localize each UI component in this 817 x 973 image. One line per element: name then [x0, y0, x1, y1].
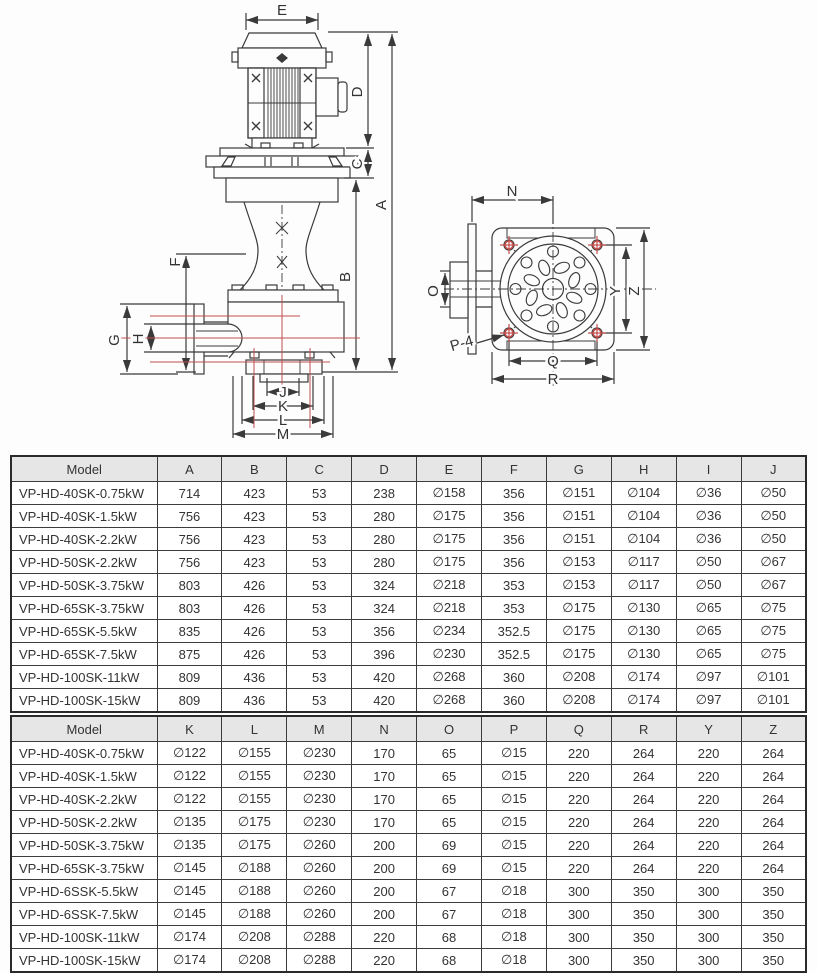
value-cell: 423: [222, 528, 287, 551]
value-cell: ∅97: [676, 689, 741, 713]
value-cell: 53: [287, 528, 352, 551]
value-cell: 65: [417, 811, 482, 834]
value-cell: ∅50: [741, 528, 806, 551]
value-cell: ∅188: [222, 880, 287, 903]
value-cell: 170: [352, 788, 417, 811]
value-cell: ∅75: [741, 643, 806, 666]
table-row: [11, 949, 806, 973]
value-cell: ∅218: [417, 597, 482, 620]
value-cell: ∅151: [546, 505, 611, 528]
table-row: [11, 620, 806, 643]
column-header: Y: [676, 716, 741, 742]
value-cell: 264: [741, 811, 806, 834]
dim-label-l: L: [278, 412, 288, 429]
value-cell: 300: [676, 903, 741, 926]
pump-side-view: [120, 13, 398, 438]
value-cell: 170: [352, 765, 417, 788]
value-cell: ∅65: [676, 620, 741, 643]
value-cell: 53: [287, 620, 352, 643]
value-cell: 65: [417, 788, 482, 811]
value-cell: 350: [741, 903, 806, 926]
dim-label-k: K: [277, 398, 289, 415]
value-cell: 53: [287, 574, 352, 597]
column-header: R: [611, 716, 676, 742]
value-cell: 360: [481, 666, 546, 689]
value-cell: 264: [611, 788, 676, 811]
value-cell: ∅18: [481, 926, 546, 949]
model-cell: VP-HD-100SK-15kW: [11, 689, 157, 713]
value-cell: 436: [222, 666, 287, 689]
value-cell: 200: [352, 880, 417, 903]
model-cell: VP-HD-6SSK-5.5kW: [11, 880, 157, 903]
value-cell: 220: [546, 834, 611, 857]
value-cell: ∅175: [222, 811, 287, 834]
value-cell: ∅135: [157, 811, 222, 834]
value-cell: ∅122: [157, 742, 222, 765]
value-cell: 809: [157, 666, 222, 689]
value-cell: 53: [287, 597, 352, 620]
value-cell: ∅151: [546, 482, 611, 505]
value-cell: 264: [611, 834, 676, 857]
value-cell: ∅260: [287, 880, 352, 903]
value-cell: 264: [741, 857, 806, 880]
value-cell: ∅155: [222, 788, 287, 811]
table-row: [11, 903, 806, 926]
value-cell: 436: [222, 689, 287, 713]
value-cell: ∅174: [611, 666, 676, 689]
value-cell: 220: [676, 834, 741, 857]
dim-label-o: O: [425, 285, 442, 297]
value-cell: 170: [352, 811, 417, 834]
value-cell: 350: [611, 926, 676, 949]
value-cell: 300: [546, 926, 611, 949]
column-header: O: [417, 716, 482, 742]
value-cell: ∅188: [222, 903, 287, 926]
dimension-table-k-z: [10, 715, 807, 973]
value-cell: ∅155: [222, 765, 287, 788]
value-cell: 714: [157, 482, 222, 505]
value-cell: 352.5: [481, 643, 546, 666]
model-cell: VP-HD-40SK-1.5kW: [11, 765, 157, 788]
dim-label-c: C: [349, 158, 366, 170]
value-cell: ∅18: [481, 903, 546, 926]
dim-label-y: Y: [607, 285, 624, 297]
value-cell: ∅174: [611, 689, 676, 713]
value-cell: ∅260: [287, 857, 352, 880]
value-cell: 835: [157, 620, 222, 643]
value-cell: 264: [741, 834, 806, 857]
value-cell: 280: [352, 505, 417, 528]
value-cell: ∅18: [481, 949, 546, 973]
model-cell: VP-HD-50SK-2.2kW: [11, 551, 157, 574]
value-cell: ∅50: [741, 505, 806, 528]
value-cell: 353: [481, 597, 546, 620]
value-cell: ∅18: [481, 880, 546, 903]
value-cell: ∅218: [417, 574, 482, 597]
value-cell: 200: [352, 857, 417, 880]
value-cell: 264: [611, 765, 676, 788]
column-header: Model: [11, 716, 157, 742]
model-cell: VP-HD-50SK-2.2kW: [11, 811, 157, 834]
value-cell: ∅230: [287, 811, 352, 834]
value-cell: ∅15: [481, 765, 546, 788]
dim-label-r: R: [547, 371, 559, 388]
value-cell: ∅268: [417, 689, 482, 713]
value-cell: 170: [352, 742, 417, 765]
table-row: [11, 857, 806, 880]
value-cell: 264: [741, 788, 806, 811]
value-cell: 875: [157, 643, 222, 666]
value-cell: 53: [287, 666, 352, 689]
table-row: [11, 666, 806, 689]
value-cell: 53: [287, 482, 352, 505]
value-cell: 350: [611, 949, 676, 973]
value-cell: ∅208: [546, 689, 611, 713]
value-cell: ∅174: [157, 949, 222, 973]
value-cell: 67: [417, 903, 482, 926]
value-cell: ∅101: [741, 689, 806, 713]
value-cell: 220: [546, 765, 611, 788]
value-cell: ∅75: [741, 597, 806, 620]
value-cell: ∅175: [417, 505, 482, 528]
value-cell: ∅104: [611, 482, 676, 505]
value-cell: 280: [352, 551, 417, 574]
value-cell: 65: [417, 742, 482, 765]
model-cell: VP-HD-100SK-11kW: [11, 926, 157, 949]
value-cell: 238: [352, 482, 417, 505]
header-row: [11, 716, 806, 742]
value-cell: 68: [417, 926, 482, 949]
value-cell: ∅153: [546, 574, 611, 597]
value-cell: ∅122: [157, 765, 222, 788]
value-cell: 300: [676, 926, 741, 949]
value-cell: 220: [546, 811, 611, 834]
table-row: [11, 811, 806, 834]
value-cell: ∅117: [611, 574, 676, 597]
value-cell: 264: [611, 811, 676, 834]
value-cell: 68: [417, 949, 482, 973]
dim-label-m: M: [276, 426, 290, 443]
value-cell: 300: [676, 949, 741, 973]
model-cell: VP-HD-40SK-2.2kW: [11, 528, 157, 551]
value-cell: ∅188: [222, 857, 287, 880]
value-cell: 300: [546, 949, 611, 973]
table-row: [11, 505, 806, 528]
value-cell: ∅175: [417, 528, 482, 551]
value-cell: 426: [222, 643, 287, 666]
value-cell: 220: [676, 742, 741, 765]
column-header: C: [287, 456, 352, 482]
column-header: K: [157, 716, 222, 742]
header-row: [11, 456, 806, 482]
model-cell: VP-HD-6SSK-7.5kW: [11, 903, 157, 926]
column-header: E: [417, 456, 482, 482]
value-cell: 423: [222, 551, 287, 574]
column-header: G: [546, 456, 611, 482]
value-cell: 200: [352, 834, 417, 857]
dim-label-q: Q: [547, 353, 559, 370]
value-cell: 264: [741, 765, 806, 788]
value-cell: ∅175: [546, 597, 611, 620]
column-header: B: [222, 456, 287, 482]
table-row: [11, 551, 806, 574]
value-cell: ∅174: [157, 926, 222, 949]
dim-label-b: B: [337, 271, 354, 283]
dim-label-h: H: [130, 333, 147, 345]
value-cell: 803: [157, 574, 222, 597]
column-header: L: [222, 716, 287, 742]
value-cell: 350: [611, 903, 676, 926]
column-header: Q: [546, 716, 611, 742]
dimension-tables: [0, 455, 817, 973]
table-row: [11, 788, 806, 811]
value-cell: 264: [611, 857, 676, 880]
value-cell: ∅104: [611, 528, 676, 551]
model-cell: VP-HD-40SK-0.75kW: [11, 482, 157, 505]
column-header: H: [611, 456, 676, 482]
value-cell: ∅122: [157, 788, 222, 811]
model-cell: VP-HD-65SK-3.75kW: [11, 597, 157, 620]
value-cell: ∅151: [546, 528, 611, 551]
value-cell: ∅36: [676, 482, 741, 505]
column-header: J: [741, 456, 806, 482]
model-cell: VP-HD-40SK-1.5kW: [11, 505, 157, 528]
dim-label-n: N: [506, 183, 518, 200]
value-cell: ∅175: [417, 551, 482, 574]
value-cell: ∅230: [287, 742, 352, 765]
model-cell: VP-HD-40SK-0.75kW: [11, 742, 157, 765]
value-cell: ∅101: [741, 666, 806, 689]
value-cell: ∅15: [481, 857, 546, 880]
value-cell: ∅130: [611, 643, 676, 666]
model-cell: VP-HD-50SK-3.75kW: [11, 574, 157, 597]
value-cell: 809: [157, 689, 222, 713]
value-cell: ∅130: [611, 597, 676, 620]
value-cell: 300: [546, 903, 611, 926]
column-header: F: [481, 456, 546, 482]
value-cell: 220: [676, 765, 741, 788]
table-row: [11, 689, 806, 713]
value-cell: 426: [222, 574, 287, 597]
value-cell: ∅234: [417, 620, 482, 643]
table-row: [11, 643, 806, 666]
dim-label-z: Z: [626, 286, 643, 296]
value-cell: ∅145: [157, 857, 222, 880]
value-cell: ∅104: [611, 505, 676, 528]
value-cell: ∅145: [157, 903, 222, 926]
value-cell: 220: [546, 742, 611, 765]
column-header: N: [352, 716, 417, 742]
column-header: I: [676, 456, 741, 482]
table-row: [11, 834, 806, 857]
table-row: [11, 574, 806, 597]
value-cell: 423: [222, 505, 287, 528]
value-cell: ∅65: [676, 597, 741, 620]
value-cell: ∅50: [741, 482, 806, 505]
value-cell: 200: [352, 903, 417, 926]
value-cell: ∅67: [741, 574, 806, 597]
model-cell: VP-HD-65SK-5.5kW: [11, 620, 157, 643]
value-cell: 756: [157, 551, 222, 574]
value-cell: 264: [611, 742, 676, 765]
value-cell: 420: [352, 666, 417, 689]
value-cell: 53: [287, 505, 352, 528]
value-cell: ∅230: [287, 765, 352, 788]
model-cell: VP-HD-65SK-3.75kW: [11, 857, 157, 880]
value-cell: 356: [481, 551, 546, 574]
value-cell: ∅288: [287, 949, 352, 973]
value-cell: ∅50: [676, 551, 741, 574]
table-row: [11, 597, 806, 620]
value-cell: 756: [157, 528, 222, 551]
model-cell: VP-HD-50SK-3.75kW: [11, 834, 157, 857]
value-cell: ∅36: [676, 528, 741, 551]
value-cell: 352.5: [481, 620, 546, 643]
value-cell: 356: [352, 620, 417, 643]
value-cell: 356: [481, 482, 546, 505]
value-cell: 756: [157, 505, 222, 528]
value-cell: ∅175: [546, 620, 611, 643]
column-header: Z: [741, 716, 806, 742]
value-cell: ∅230: [417, 643, 482, 666]
column-header: Model: [11, 456, 157, 482]
value-cell: 350: [741, 926, 806, 949]
value-cell: 426: [222, 597, 287, 620]
value-cell: ∅145: [157, 880, 222, 903]
model-cell: VP-HD-65SK-7.5kW: [11, 643, 157, 666]
column-header: A: [157, 456, 222, 482]
dim-label-g: G: [106, 334, 123, 346]
value-cell: 220: [546, 857, 611, 880]
value-cell: ∅36: [676, 505, 741, 528]
pump-dimension-drawing: [0, 0, 817, 455]
dim-label-j: J: [279, 384, 287, 401]
table-row: [11, 528, 806, 551]
value-cell: 396: [352, 643, 417, 666]
value-cell: ∅158: [417, 482, 482, 505]
column-header: D: [352, 456, 417, 482]
value-cell: 67: [417, 880, 482, 903]
value-cell: ∅65: [676, 643, 741, 666]
table-row: [11, 880, 806, 903]
value-cell: 420: [352, 689, 417, 713]
value-cell: ∅260: [287, 834, 352, 857]
value-cell: ∅208: [222, 949, 287, 973]
value-cell: 803: [157, 597, 222, 620]
value-cell: 324: [352, 597, 417, 620]
value-cell: ∅97: [676, 666, 741, 689]
dim-label-d: D: [349, 86, 366, 98]
value-cell: ∅15: [481, 742, 546, 765]
value-cell: ∅155: [222, 742, 287, 765]
value-cell: 300: [546, 880, 611, 903]
value-cell: 360: [481, 689, 546, 713]
model-cell: VP-HD-100SK-11kW: [11, 666, 157, 689]
value-cell: ∅260: [287, 903, 352, 926]
dim-label-f: F: [167, 257, 184, 267]
table-row: [11, 765, 806, 788]
value-cell: 350: [741, 880, 806, 903]
value-cell: 300: [676, 880, 741, 903]
value-cell: ∅130: [611, 620, 676, 643]
value-cell: 350: [741, 949, 806, 973]
dimension-table-a-j: [10, 455, 807, 713]
column-header: P: [481, 716, 546, 742]
table-row: [11, 926, 806, 949]
value-cell: 423: [222, 482, 287, 505]
value-cell: 356: [481, 505, 546, 528]
value-cell: ∅153: [546, 551, 611, 574]
value-cell: ∅75: [741, 620, 806, 643]
dim-label-a: A: [373, 199, 390, 211]
value-cell: 220: [352, 949, 417, 973]
value-cell: 69: [417, 834, 482, 857]
value-cell: 53: [287, 643, 352, 666]
value-cell: ∅208: [222, 926, 287, 949]
technical-drawing-svg: [0, 0, 817, 455]
value-cell: ∅117: [611, 551, 676, 574]
value-cell: 220: [676, 857, 741, 880]
dim-label-p4: P-4: [448, 332, 476, 356]
value-cell: 69: [417, 857, 482, 880]
value-cell: ∅288: [287, 926, 352, 949]
value-cell: ∅15: [481, 834, 546, 857]
table-row: [11, 742, 806, 765]
model-cell: VP-HD-100SK-15kW: [11, 949, 157, 973]
model-cell: VP-HD-40SK-2.2kW: [11, 788, 157, 811]
value-cell: ∅230: [287, 788, 352, 811]
table-row: [11, 482, 806, 505]
value-cell: 220: [676, 788, 741, 811]
value-cell: ∅67: [741, 551, 806, 574]
value-cell: ∅175: [546, 643, 611, 666]
value-cell: ∅50: [676, 574, 741, 597]
value-cell: 220: [546, 788, 611, 811]
value-cell: ∅15: [481, 811, 546, 834]
value-cell: 353: [481, 574, 546, 597]
value-cell: 53: [287, 551, 352, 574]
value-cell: 264: [741, 742, 806, 765]
value-cell: 350: [611, 880, 676, 903]
value-cell: ∅268: [417, 666, 482, 689]
value-cell: 220: [352, 926, 417, 949]
value-cell: 53: [287, 689, 352, 713]
value-cell: ∅175: [222, 834, 287, 857]
value-cell: 324: [352, 574, 417, 597]
value-cell: ∅208: [546, 666, 611, 689]
value-cell: ∅15: [481, 788, 546, 811]
value-cell: ∅135: [157, 834, 222, 857]
dim-label-e: E: [276, 2, 288, 19]
value-cell: 280: [352, 528, 417, 551]
value-cell: 65: [417, 765, 482, 788]
value-cell: 220: [676, 811, 741, 834]
column-header: M: [287, 716, 352, 742]
value-cell: 426: [222, 620, 287, 643]
value-cell: 356: [481, 528, 546, 551]
